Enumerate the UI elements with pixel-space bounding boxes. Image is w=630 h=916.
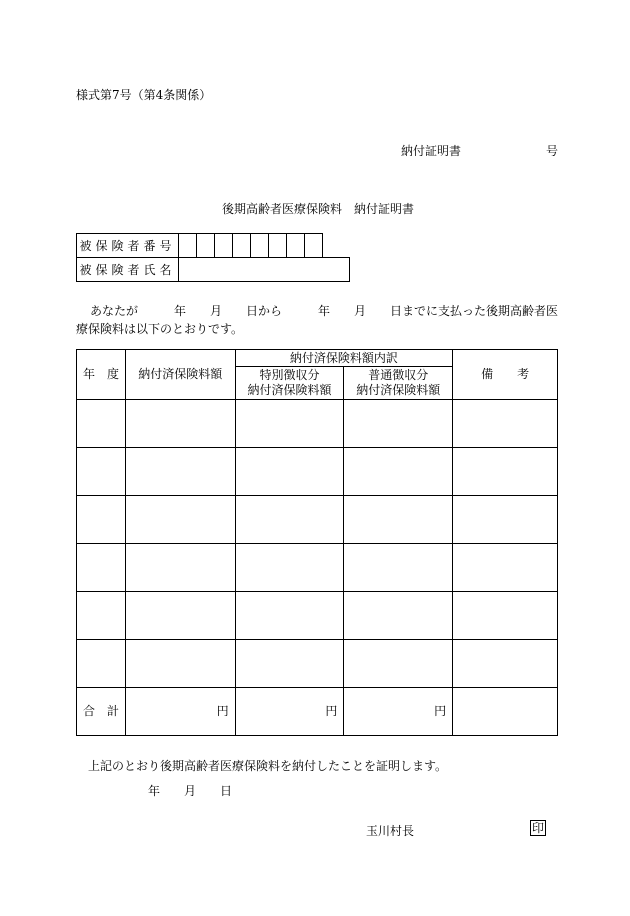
total-paid-yen[interactable]: 円 (125, 688, 235, 736)
intro-line-2: 療保険料は以下のとおりです。 (76, 322, 244, 336)
certificate-number-label: 納付証明書 (401, 144, 462, 158)
certificate-number-suffix: 号 (546, 144, 559, 158)
header-paid-amount: 納付済保険料額 (125, 350, 235, 400)
total-row (77, 688, 558, 736)
insured-name-field[interactable] (179, 258, 350, 282)
header-remarks: 備 考 (453, 350, 558, 400)
table-row (77, 496, 558, 544)
table-row (77, 400, 558, 448)
insured-number-row (77, 234, 350, 258)
form-number: 様式第7号（第4条関係） (76, 88, 212, 102)
insured-number-cell[interactable] (269, 234, 287, 258)
payment-table (76, 349, 558, 736)
header-special-collection (235, 367, 344, 400)
insured-number-cell[interactable] (305, 234, 323, 258)
issue-date: 年 月 日 (148, 784, 233, 798)
intro-line-1: あなたが 年 月 日から 年 月 日までに支払った後期高齢者医 (90, 304, 559, 318)
insured-number-cell[interactable] (251, 234, 269, 258)
header-breakdown: 納付済保険料額内訳 (235, 350, 453, 367)
insured-number-label: 被保険者番号 (77, 234, 179, 258)
header-special-line2: 納付済保険料額 (247, 383, 332, 397)
seal-mark: 印 (532, 821, 545, 835)
table-row (77, 592, 558, 640)
header-regular-collection (344, 367, 453, 400)
total-regular-yen[interactable]: 円 (344, 688, 453, 736)
table-row (77, 448, 558, 496)
insured-number-cell[interactable] (179, 234, 197, 258)
header-fiscal-year: 年 度 (77, 350, 126, 400)
insured-name-label: 被保険者氏名 (77, 258, 179, 282)
header-regular-line1: 普通徴収分 (368, 368, 429, 382)
issuer-name: 玉川村長 (366, 824, 415, 838)
table-header-row (77, 350, 558, 367)
table-row (77, 640, 558, 688)
certification-statement: 上記のとおり後期高齢者医療保険料を納付したことを証明します。 (88, 759, 448, 773)
header-regular-line2: 納付済保険料額 (356, 383, 441, 397)
total-remarks[interactable] (453, 688, 558, 736)
total-special-yen[interactable]: 円 (235, 688, 344, 736)
document-title: 後期高齢者医療保険料 納付証明書 (222, 202, 415, 216)
header-special-line1: 特別徴収分 (259, 368, 320, 382)
insured-number-cell[interactable] (233, 234, 251, 258)
insured-number-cell[interactable] (215, 234, 233, 258)
insured-number-cell[interactable] (287, 234, 305, 258)
total-label: 合 計 (77, 688, 126, 736)
insured-info-table (76, 233, 350, 282)
insured-number-cell[interactable] (197, 234, 215, 258)
insured-name-row (77, 258, 350, 282)
table-row (77, 544, 558, 592)
